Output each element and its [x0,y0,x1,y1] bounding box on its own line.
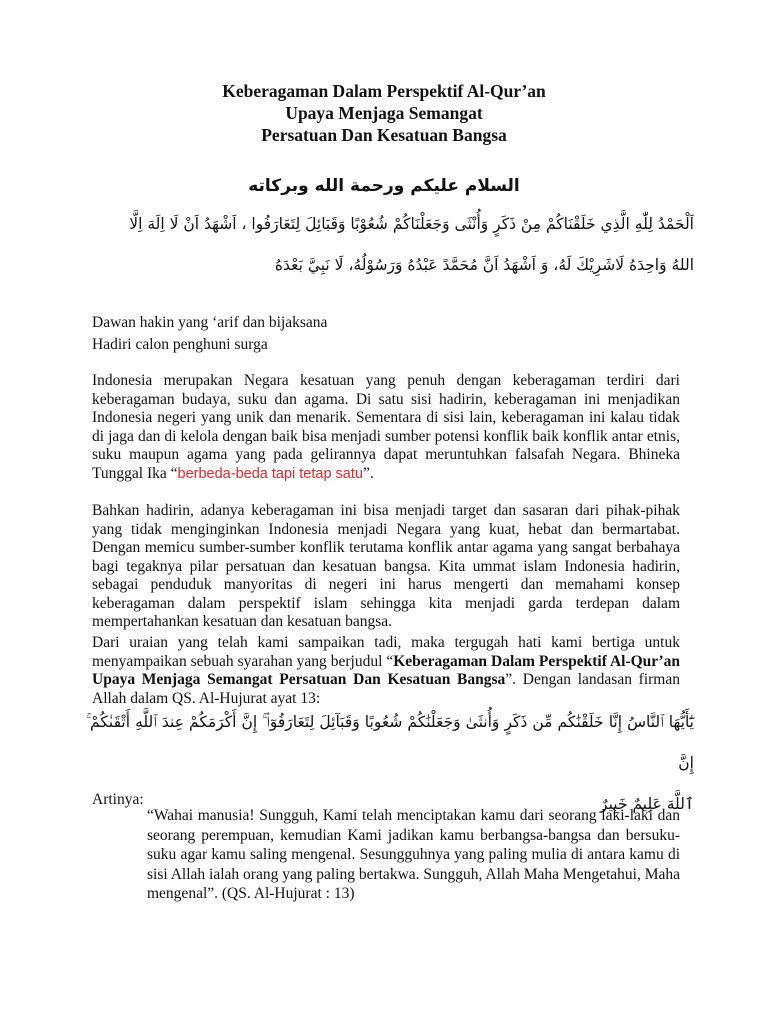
arabic-verse-line-1: يَٰٓأَيُّهَا ٱلنَّاسُ إِنَّا خَلَقْنَٰكُم مِّن ذَكَرٍ وَأُنثَىٰ وَجَعَلْنَٰكُمْ شُعُوبًا وَقَبَآئِلَ لِتَعَارَفُوٓا۟ ۚ إِنَّ أَكْرَمَكُمْ عِندَ ٱللَّهِ أَتْقَىٰكُمْ ۚ إِنَّ [86,713,694,772]
greeting-line-1: Dawan hakin yang ‘arif dan bijaksana [92,314,328,331]
arabic-opening-line-2: اللهُ وَاحِدَهُ لَاشَرِيْكَ لَهُ، وَ اَشْهَدُ اَنَّ مُحَمَّدً عَبْدُهُ وَرَسُوْلُهُ، لَا نَبِيَّ بَعْدَهُ [274,256,694,274]
paragraph-3 [92,634,680,708]
greeting [92,312,327,356]
arabic-opening [86,204,694,286]
arabic-opening-line-1: اَلْحَمْدُ لِلّٰهِ الَّذِي خَلَقْنَاكُمْ مِنْ ذَكَرٍ وَأُنْثَى وَجَعَلْنَاكُمْ شُعُوْبًا وَقَبَائِلَ لِتَعَارَفُوا ، اَشْهَدُ اَنْ لَا اِلَهَ اِلَّا [129,215,694,233]
paragraph-3-after: ”. Dengan landasan firman Allah dalam QS. Al-Hujurat ayat 13: [92,671,680,707]
paragraph-3-before: Dari uraian yang telah kami sampaikan tadi, maka tergugah hati kami bertiga untuk menyampaikan sebuah syarahan yang berjudul “ [92,634,680,670]
salam-greeting: السلام عليكم ورحمة الله وبركاته [248,176,520,196]
title-line-3: Persatuan Dan Kesatuan Bangsa [261,125,507,145]
paragraph-1-highlight: berbeda-beda tapi tetap satu [177,465,363,482]
paragraph-1-text: Indonesia merupakan Negara kesatuan yang penuh dengan keberagaman terdiri dari keberagaman budaya, suku dan agama. Di satu sisi hadirin, keberagaman ini menjadikan Indonesia negeri yang unik dan menarik. Sementara di sisi lain, keberagaman ini kalau tidak di jaga dan di kelola dengan baik bisa menjadi sumber potensi konflik baik konflik antar etnis, suku maupun agama yang pada gelirannya dapat meruntuhkan falsafah Negara. Bhineka Tunggal Ika “ [92,372,680,482]
verse-translation: “Wahai manusia! Sungguh, Kami telah menciptakan kamu dari seorang laki-laki dan seorang perempuan, kemudian Kami jadikan kamu berbangsa-bangsa dan bersuku-suku agar kamu saling mengenal. Sesungguhnya yang paling mulia di antara kamu di sisi Allah ialah orang yang paling bertakwa. Sungguh, Allah Maha Mengetahui, Maha mengenal”. (QS. Al-Hujurat : 13) [147,807,680,902]
paragraph-1-end: ”. [362,464,374,482]
title-line-2: Upaya Menjaga Semangat [285,103,483,123]
paragraph-1 [92,372,680,483]
artinya-label: Artinya: [92,791,144,808]
paragraph-2: Bahkan hadirin, adanya keberagaman ini bisa menjadi target dan sasaran dari pihak-pihak yang tidak menginginkan Indonesia menjadi Negara yang kuat, hebat dan bermartabat. Dengan memicu sumber-sumber konflik terutama konflik antar agama yang sangat berbahaya bagi tegaknya pilar persatuan dan kesatuan bangsa. Kita ummat islam Indonesia hadirin, sebagai penduduk manyoritas di negeri ini harus mengerti dan memahami konsep keberagaman dalam perspektif islam sehingga kita menjadi garda terdepan dalam mempertahankan kesatuan dan kesatuan bangsa. [92,502,680,630]
arabic-verse-line-2: ٱللَّهَ عَلِيمٌ خَبِيرٌ [600,795,694,813]
title-line-1: Keberagaman Dalam Perspektif Al-Qur’an [222,81,546,101]
greeting-line-2: Hadiri calon penghuni surga [92,336,268,353]
speech-title-bold: Keberagaman Dalam Perspektif Al-Qur’an Upaya Menjaga Semangat Persatuan Dan Kesatuan Bangsa [92,652,680,688]
